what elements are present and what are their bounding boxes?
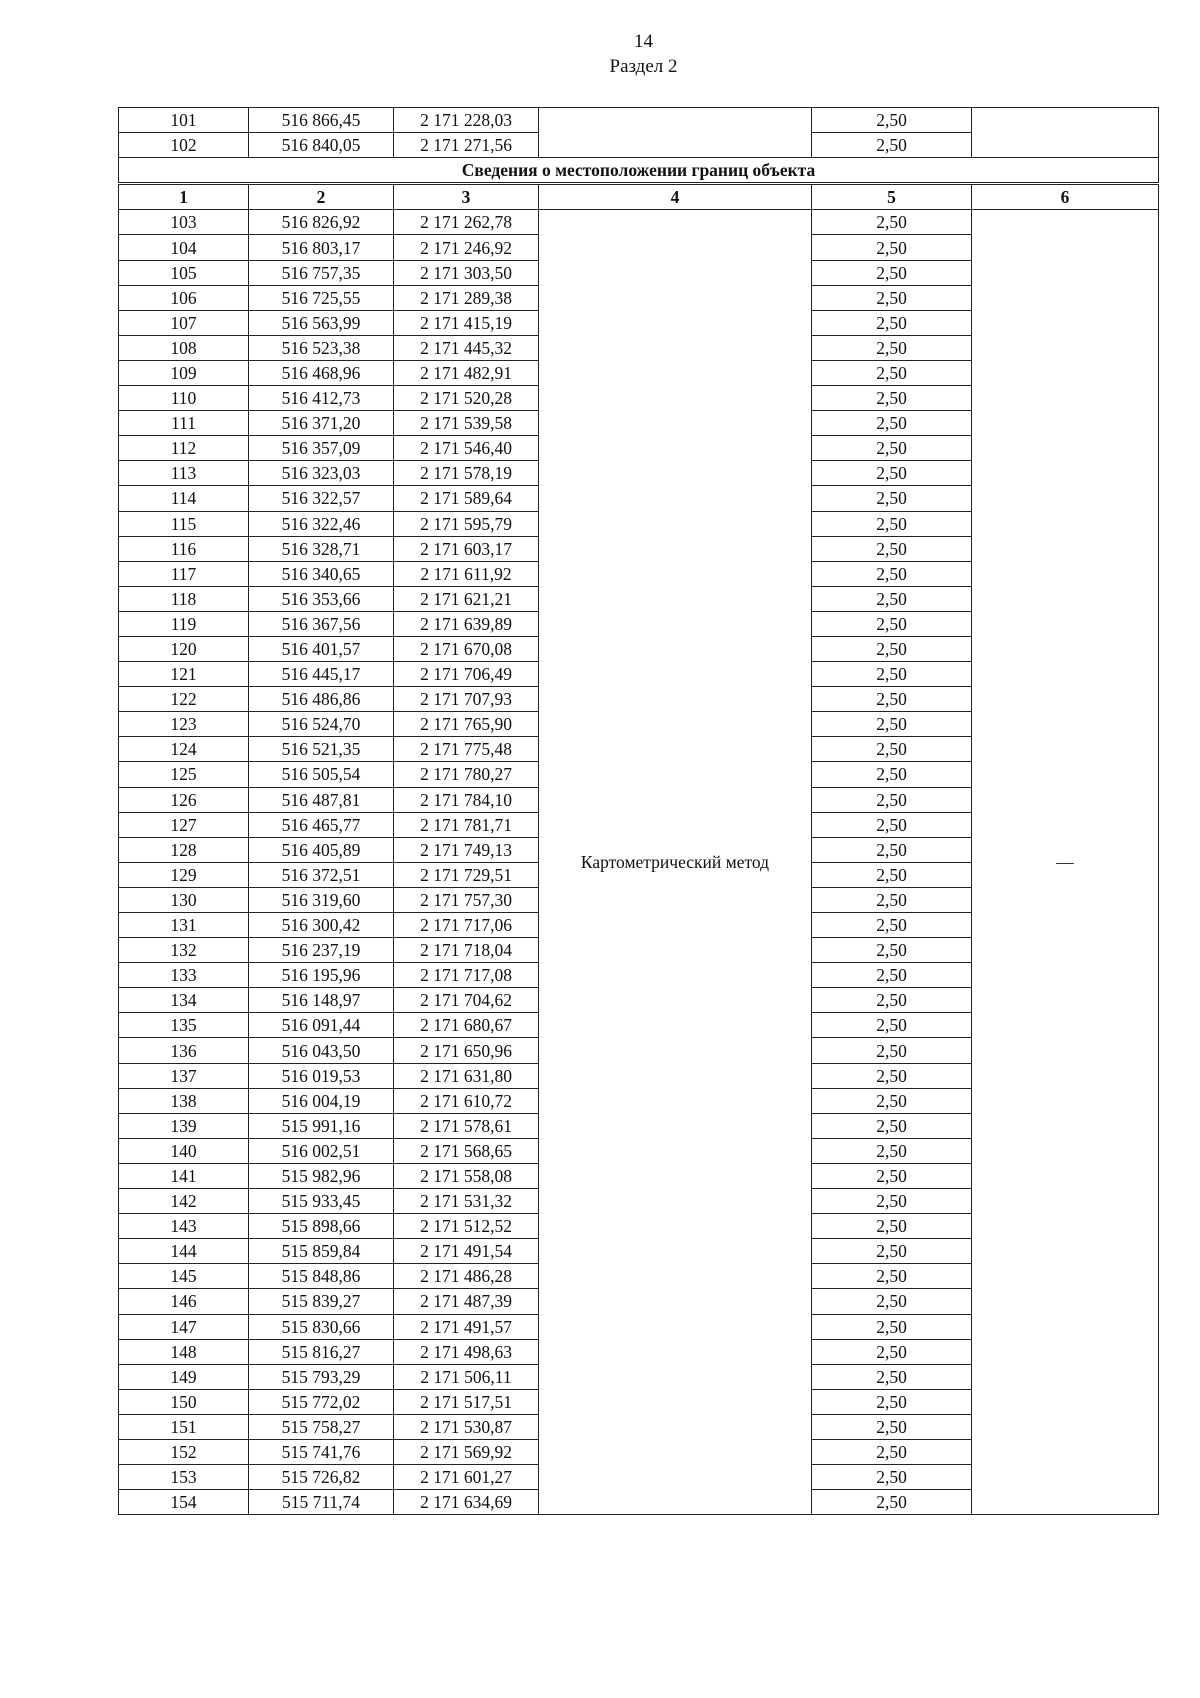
- header-cell: 1: [119, 184, 249, 210]
- coord-x: 516 486,86: [249, 687, 394, 712]
- coord-y: 2 171 558,08: [394, 1163, 539, 1188]
- point-number: 154: [119, 1490, 249, 1515]
- accuracy: 2,50: [812, 561, 972, 586]
- coord-x: 516 866,45: [249, 108, 394, 133]
- accuracy: 2,50: [812, 1339, 972, 1364]
- point-number: 136: [119, 1038, 249, 1063]
- accuracy: 2,50: [812, 1138, 972, 1163]
- accuracy: 2,50: [812, 486, 972, 511]
- coord-x: 516 445,17: [249, 662, 394, 687]
- point-number: 115: [119, 511, 249, 536]
- coord-x: 515 933,45: [249, 1189, 394, 1214]
- coord-y: 2 171 569,92: [394, 1439, 539, 1464]
- coord-y: 2 171 610,72: [394, 1088, 539, 1113]
- accuracy: 2,50: [812, 235, 972, 260]
- coord-x: 516 322,57: [249, 486, 394, 511]
- coord-x: 515 898,66: [249, 1214, 394, 1239]
- accuracy: 2,50: [812, 1239, 972, 1264]
- point-number: 149: [119, 1364, 249, 1389]
- coord-y: 2 171 680,67: [394, 1013, 539, 1038]
- coord-x: 516 826,92: [249, 210, 394, 235]
- coord-x: 515 793,29: [249, 1364, 394, 1389]
- coord-y: 2 171 445,32: [394, 335, 539, 360]
- point-number: 118: [119, 586, 249, 611]
- coord-x: 516 405,89: [249, 837, 394, 862]
- accuracy: 2,50: [812, 636, 972, 661]
- coord-x: 516 328,71: [249, 536, 394, 561]
- accuracy: 2,50: [812, 133, 972, 158]
- point-number: 124: [119, 737, 249, 762]
- point-number: 141: [119, 1163, 249, 1188]
- coord-y: 2 171 546,40: [394, 436, 539, 461]
- coord-y: 2 171 487,39: [394, 1289, 539, 1314]
- coord-y: 2 171 749,13: [394, 837, 539, 862]
- coord-y: 2 171 482,91: [394, 360, 539, 385]
- accuracy: 2,50: [812, 108, 972, 133]
- col6-cell-top: [972, 108, 1159, 158]
- header-row: [119, 184, 1159, 210]
- coord-y: 2 171 757,30: [394, 887, 539, 912]
- accuracy: 2,50: [812, 1063, 972, 1088]
- page-number: 14: [634, 31, 653, 52]
- coord-x: 516 371,20: [249, 411, 394, 436]
- accuracy: 2,50: [812, 386, 972, 411]
- point-number: 137: [119, 1063, 249, 1088]
- coord-y: 2 171 729,51: [394, 862, 539, 887]
- accuracy: 2,50: [812, 1163, 972, 1188]
- coordinates-table: [118, 107, 1159, 1515]
- point-number: 112: [119, 436, 249, 461]
- section-title: Раздел 2: [609, 56, 678, 77]
- accuracy: 2,50: [812, 787, 972, 812]
- coord-y: 2 171 512,52: [394, 1214, 539, 1239]
- coord-y: 2 171 595,79: [394, 511, 539, 536]
- point-number: 142: [119, 1189, 249, 1214]
- point-number: 126: [119, 787, 249, 812]
- coord-y: 2 171 631,80: [394, 1063, 539, 1088]
- accuracy: 2,50: [812, 360, 972, 385]
- point-number: 146: [119, 1289, 249, 1314]
- coord-x: 516 357,09: [249, 436, 394, 461]
- point-number: 138: [119, 1088, 249, 1113]
- accuracy: 2,50: [812, 662, 972, 687]
- accuracy: 2,50: [812, 963, 972, 988]
- point-number: 125: [119, 762, 249, 787]
- coord-x: 515 830,66: [249, 1314, 394, 1339]
- point-number: 111: [119, 411, 249, 436]
- accuracy: 2,50: [812, 1113, 972, 1138]
- coord-y: 2 171 589,64: [394, 486, 539, 511]
- coord-x: 516 367,56: [249, 611, 394, 636]
- coord-y: 2 171 228,03: [394, 108, 539, 133]
- header-cell: 6: [972, 184, 1159, 210]
- coord-y: 2 171 578,61: [394, 1113, 539, 1138]
- accuracy: 2,50: [812, 586, 972, 611]
- coord-x: 515 991,16: [249, 1113, 394, 1138]
- accuracy: 2,50: [812, 1264, 972, 1289]
- coord-y: 2 171 718,04: [394, 938, 539, 963]
- point-number: 101: [119, 108, 249, 133]
- coord-x: 516 468,96: [249, 360, 394, 385]
- coord-x: 516 521,35: [249, 737, 394, 762]
- point-number: 135: [119, 1013, 249, 1038]
- coord-y: 2 171 781,71: [394, 812, 539, 837]
- table-section-row: [119, 158, 1159, 184]
- accuracy: 2,50: [812, 988, 972, 1013]
- coord-x: 516 487,81: [249, 787, 394, 812]
- accuracy: 2,50: [812, 611, 972, 636]
- coord-x: 516 372,51: [249, 862, 394, 887]
- coord-y: 2 171 271,56: [394, 133, 539, 158]
- coord-y: 2 171 775,48: [394, 737, 539, 762]
- accuracy: 2,50: [812, 461, 972, 486]
- point-number: 114: [119, 486, 249, 511]
- accuracy: 2,50: [812, 1439, 972, 1464]
- accuracy: 2,50: [812, 887, 972, 912]
- coord-y: 2 171 780,27: [394, 762, 539, 787]
- coord-y: 2 171 621,21: [394, 586, 539, 611]
- coord-y: 2 171 517,51: [394, 1389, 539, 1414]
- coord-x: 516 803,17: [249, 235, 394, 260]
- accuracy: 2,50: [812, 335, 972, 360]
- coord-x: 516 091,44: [249, 1013, 394, 1038]
- point-number: 106: [119, 285, 249, 310]
- point-number: 117: [119, 561, 249, 586]
- point-number: 152: [119, 1439, 249, 1464]
- coord-y: 2 171 262,78: [394, 210, 539, 235]
- table-section-title: Сведения о местоположении границ объекта: [119, 158, 1159, 184]
- coord-y: 2 171 707,93: [394, 687, 539, 712]
- coord-y: 2 171 486,28: [394, 1264, 539, 1289]
- point-number: 123: [119, 712, 249, 737]
- coord-x: 515 859,84: [249, 1239, 394, 1264]
- point-number: 151: [119, 1414, 249, 1439]
- coord-y: 2 171 415,19: [394, 310, 539, 335]
- method-cell-top: [539, 108, 812, 158]
- point-number: 153: [119, 1465, 249, 1490]
- accuracy: 2,50: [812, 812, 972, 837]
- coord-x: 515 772,02: [249, 1389, 394, 1414]
- coord-y: 2 171 539,58: [394, 411, 539, 436]
- method-cell: Картометрический метод: [539, 210, 812, 1515]
- accuracy: 2,50: [812, 1465, 972, 1490]
- coord-x: 516 465,77: [249, 812, 394, 837]
- point-number: 148: [119, 1339, 249, 1364]
- header-cell: 5: [812, 184, 972, 210]
- coord-y: 2 171 506,11: [394, 1364, 539, 1389]
- point-number: 109: [119, 360, 249, 385]
- coord-y: 2 171 670,08: [394, 636, 539, 661]
- coord-x: 515 726,82: [249, 1465, 394, 1490]
- coord-y: 2 171 603,17: [394, 536, 539, 561]
- coord-x: 515 711,74: [249, 1490, 394, 1515]
- point-number: 134: [119, 988, 249, 1013]
- coord-x: 516 043,50: [249, 1038, 394, 1063]
- accuracy: 2,50: [812, 1364, 972, 1389]
- coord-x: 515 839,27: [249, 1289, 394, 1314]
- coord-y: 2 171 289,38: [394, 285, 539, 310]
- table-row: [119, 210, 1159, 235]
- coord-y: 2 171 717,06: [394, 913, 539, 938]
- coord-x: 515 982,96: [249, 1163, 394, 1188]
- accuracy: 2,50: [812, 285, 972, 310]
- accuracy: 2,50: [812, 436, 972, 461]
- point-number: 116: [119, 536, 249, 561]
- accuracy: 2,50: [812, 1214, 972, 1239]
- header-cell: 3: [394, 184, 539, 210]
- coord-y: 2 171 784,10: [394, 787, 539, 812]
- point-number: 145: [119, 1264, 249, 1289]
- point-number: 108: [119, 335, 249, 360]
- accuracy: 2,50: [812, 1314, 972, 1339]
- coord-y: 2 171 717,08: [394, 963, 539, 988]
- point-number: 140: [119, 1138, 249, 1163]
- point-number: 128: [119, 837, 249, 862]
- point-number: 119: [119, 611, 249, 636]
- point-number: 133: [119, 963, 249, 988]
- accuracy: 2,50: [812, 260, 972, 285]
- point-number: 102: [119, 133, 249, 158]
- coord-y: 2 171 706,49: [394, 662, 539, 687]
- coord-y: 2 171 611,92: [394, 561, 539, 586]
- accuracy: 2,50: [812, 1490, 972, 1515]
- coord-x: 516 725,55: [249, 285, 394, 310]
- coord-x: 516 300,42: [249, 913, 394, 938]
- table-row: [119, 108, 1159, 133]
- point-number: 131: [119, 913, 249, 938]
- coord-x: 516 840,05: [249, 133, 394, 158]
- coord-x: 516 505,54: [249, 762, 394, 787]
- coord-x: 516 019,53: [249, 1063, 394, 1088]
- accuracy: 2,50: [812, 1414, 972, 1439]
- accuracy: 2,50: [812, 913, 972, 938]
- coord-x: 516 004,19: [249, 1088, 394, 1113]
- point-number: 120: [119, 636, 249, 661]
- coord-x: 516 148,97: [249, 988, 394, 1013]
- accuracy: 2,50: [812, 536, 972, 561]
- accuracy: 2,50: [812, 837, 972, 862]
- point-number: 107: [119, 310, 249, 335]
- coord-y: 2 171 578,19: [394, 461, 539, 486]
- coord-x: 515 816,27: [249, 1339, 394, 1364]
- point-number: 121: [119, 662, 249, 687]
- coord-y: 2 171 498,63: [394, 1339, 539, 1364]
- coord-x: 516 195,96: [249, 963, 394, 988]
- coord-y: 2 171 491,57: [394, 1314, 539, 1339]
- coord-y: 2 171 531,32: [394, 1189, 539, 1214]
- coord-x: 516 524,70: [249, 712, 394, 737]
- coord-y: 2 171 765,90: [394, 712, 539, 737]
- coord-y: 2 171 520,28: [394, 386, 539, 411]
- header-cell: 2: [249, 184, 394, 210]
- header-cell: 4: [539, 184, 812, 210]
- coord-y: 2 171 601,27: [394, 1465, 539, 1490]
- accuracy: 2,50: [812, 511, 972, 536]
- coord-x: 515 741,76: [249, 1439, 394, 1464]
- point-number: 144: [119, 1239, 249, 1264]
- coord-y: 2 171 491,54: [394, 1239, 539, 1264]
- point-number: 139: [119, 1113, 249, 1138]
- point-number: 127: [119, 812, 249, 837]
- coord-y: 2 171 303,50: [394, 260, 539, 285]
- accuracy: 2,50: [812, 762, 972, 787]
- coord-y: 2 171 639,89: [394, 611, 539, 636]
- col6-cell: —: [972, 210, 1159, 1515]
- accuracy: 2,50: [812, 938, 972, 963]
- point-number: 129: [119, 862, 249, 887]
- coord-y: 2 171 704,62: [394, 988, 539, 1013]
- accuracy: 2,50: [812, 737, 972, 762]
- accuracy: 2,50: [812, 1013, 972, 1038]
- point-number: 103: [119, 210, 249, 235]
- accuracy: 2,50: [812, 1189, 972, 1214]
- point-number: 130: [119, 887, 249, 912]
- coord-x: 516 523,38: [249, 335, 394, 360]
- coord-x: 516 757,35: [249, 260, 394, 285]
- accuracy: 2,50: [812, 862, 972, 887]
- accuracy: 2,50: [812, 1088, 972, 1113]
- point-number: 143: [119, 1214, 249, 1239]
- point-number: 105: [119, 260, 249, 285]
- coord-y: 2 171 650,96: [394, 1038, 539, 1063]
- accuracy: 2,50: [812, 411, 972, 436]
- point-number: 110: [119, 386, 249, 411]
- coord-x: 516 340,65: [249, 561, 394, 586]
- coord-x: 516 353,66: [249, 586, 394, 611]
- point-number: 113: [119, 461, 249, 486]
- accuracy: 2,50: [812, 712, 972, 737]
- point-number: 150: [119, 1389, 249, 1414]
- coord-x: 516 319,60: [249, 887, 394, 912]
- coord-x: 516 412,73: [249, 386, 394, 411]
- coord-x: 515 758,27: [249, 1414, 394, 1439]
- coord-x: 516 401,57: [249, 636, 394, 661]
- coord-x: 516 002,51: [249, 1138, 394, 1163]
- coord-x: 515 848,86: [249, 1264, 394, 1289]
- accuracy: 2,50: [812, 1038, 972, 1063]
- coord-x: 516 563,99: [249, 310, 394, 335]
- point-number: 104: [119, 235, 249, 260]
- coord-y: 2 171 530,87: [394, 1414, 539, 1439]
- coord-y: 2 171 568,65: [394, 1138, 539, 1163]
- accuracy: 2,50: [812, 210, 972, 235]
- accuracy: 2,50: [812, 1389, 972, 1414]
- coord-x: 516 237,19: [249, 938, 394, 963]
- point-number: 147: [119, 1314, 249, 1339]
- coord-y: 2 171 246,92: [394, 235, 539, 260]
- point-number: 132: [119, 938, 249, 963]
- coord-x: 516 323,03: [249, 461, 394, 486]
- coord-y: 2 171 634,69: [394, 1490, 539, 1515]
- coord-x: 516 322,46: [249, 511, 394, 536]
- accuracy: 2,50: [812, 1289, 972, 1314]
- accuracy: 2,50: [812, 310, 972, 335]
- point-number: 122: [119, 687, 249, 712]
- accuracy: 2,50: [812, 687, 972, 712]
